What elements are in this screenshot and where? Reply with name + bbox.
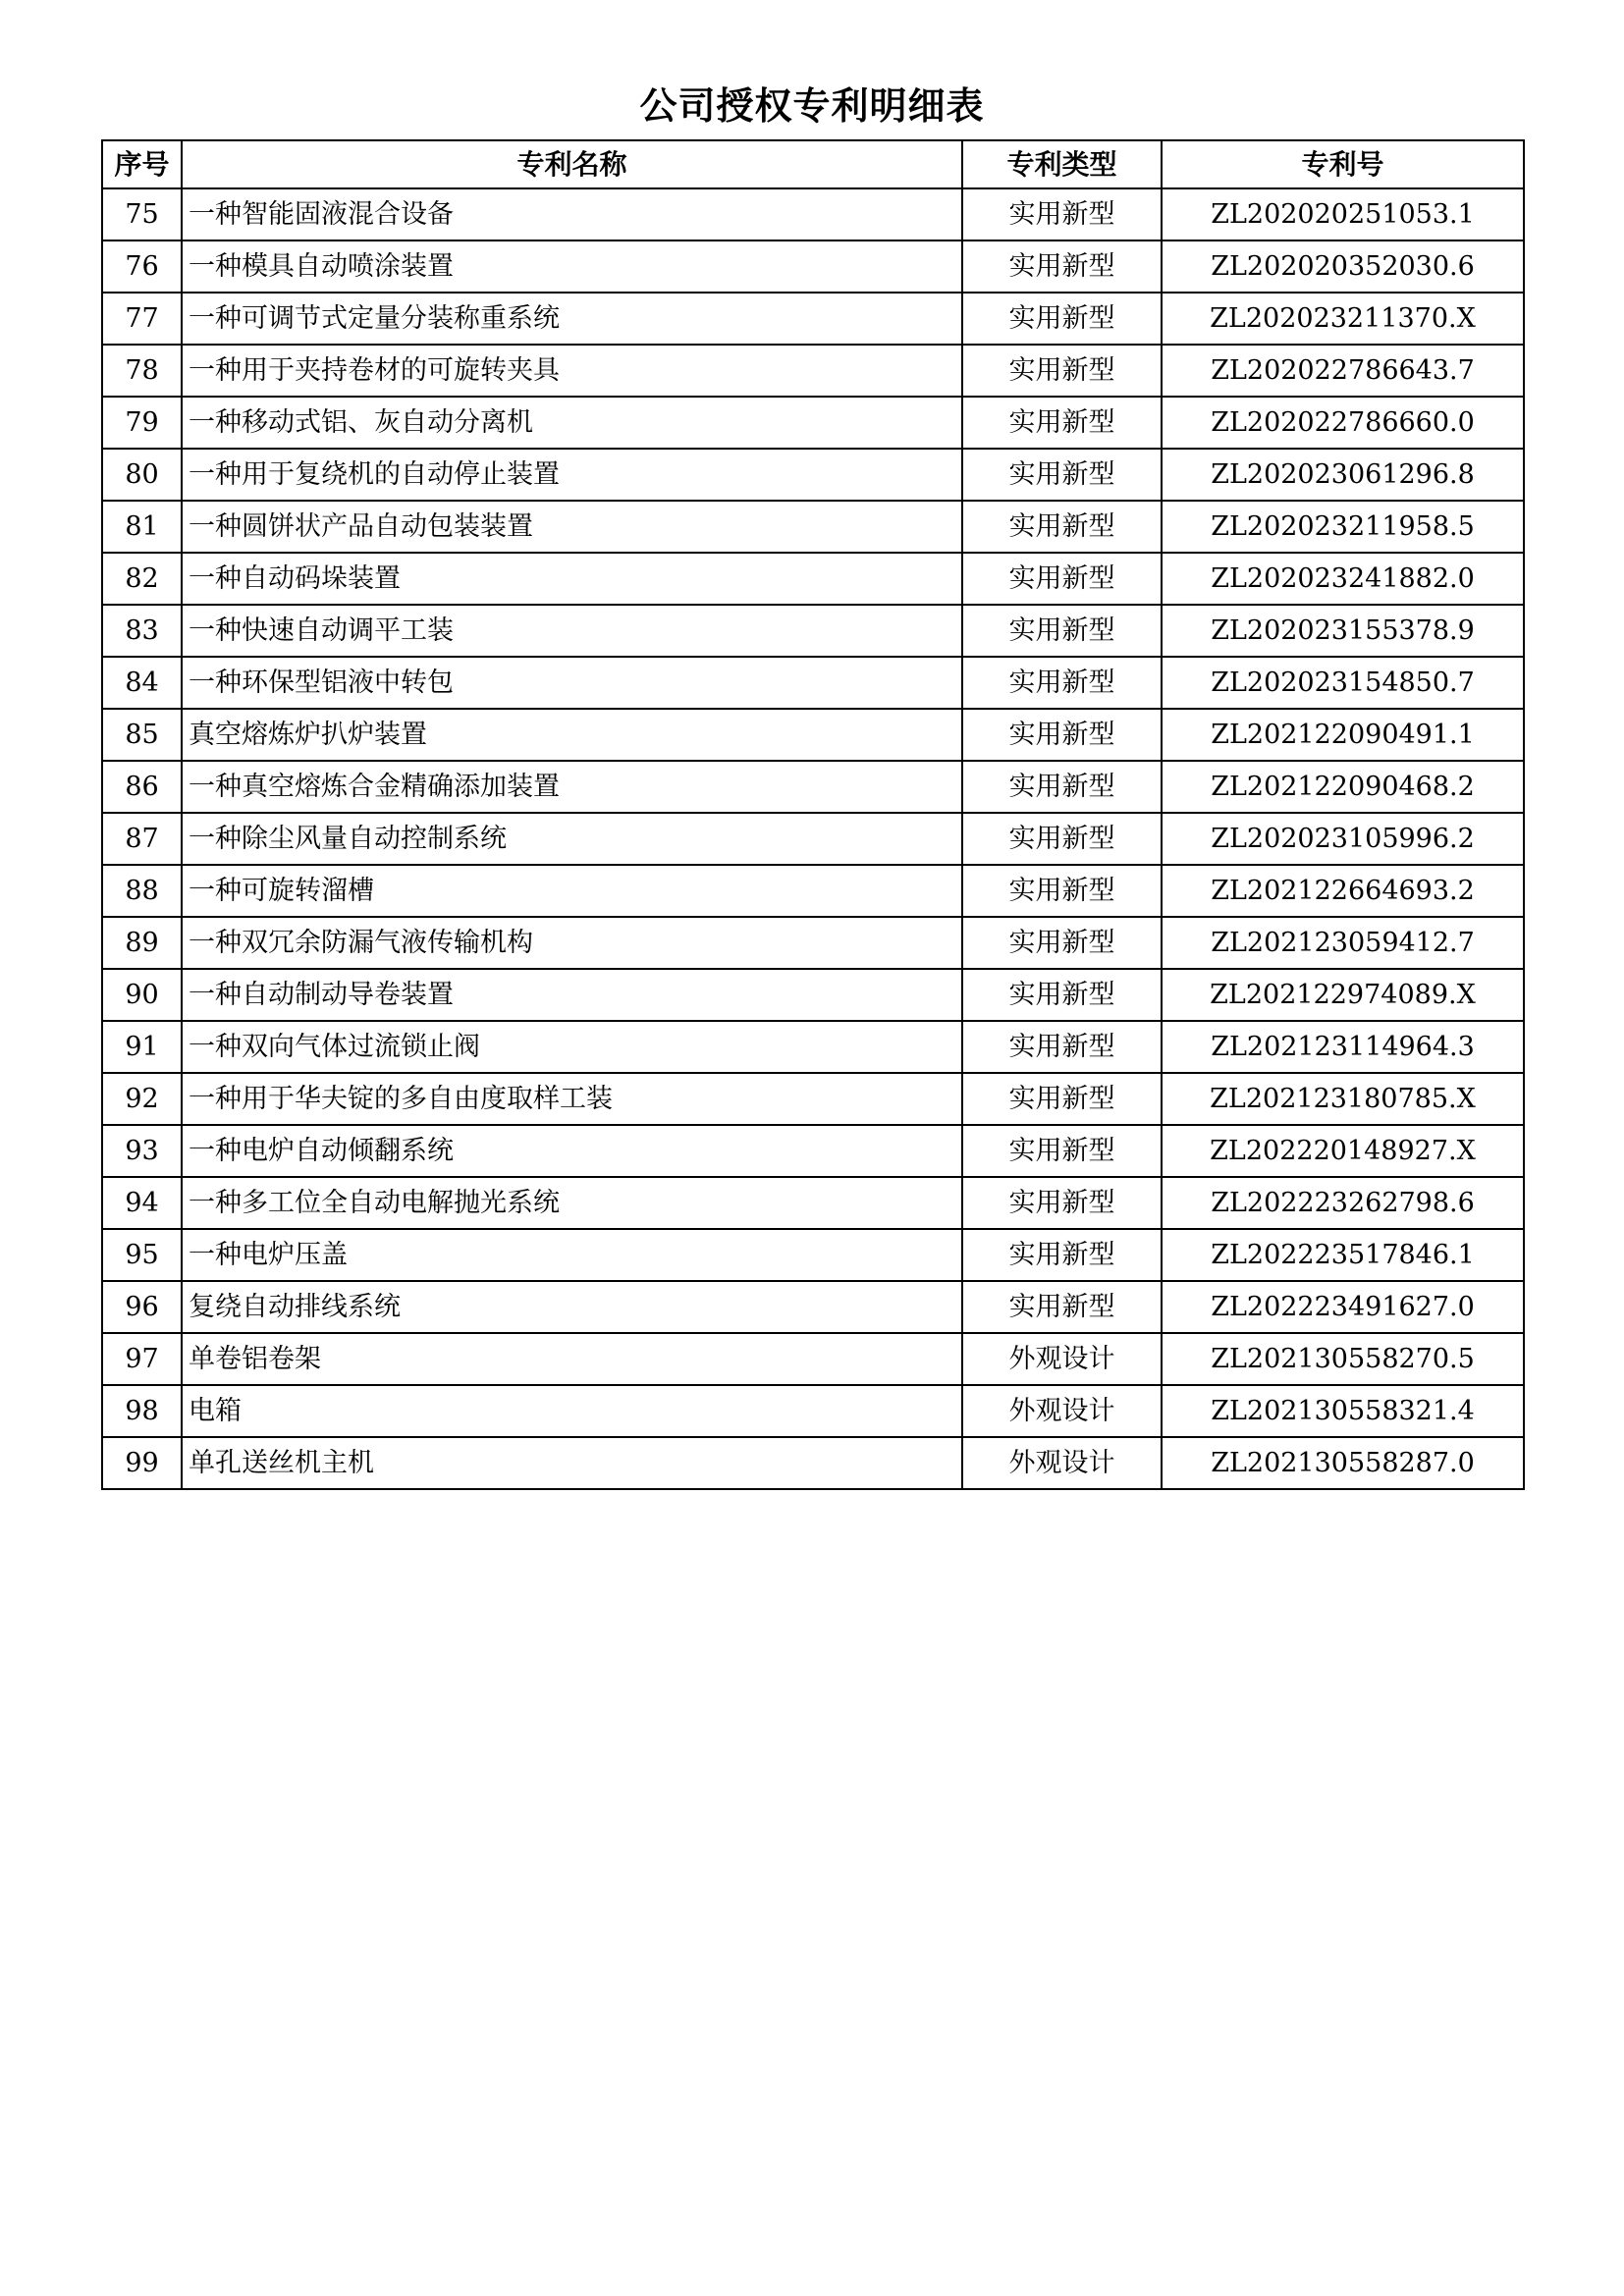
table-row xyxy=(102,865,1524,917)
cell-patent-name: 一种模具自动喷涂装置 xyxy=(182,240,962,293)
cell-serial-number: 76 xyxy=(102,240,182,293)
cell-patent-number: ZL202023241882.0 xyxy=(1162,553,1524,605)
cell-patent-number: ZL202122090468.2 xyxy=(1162,761,1524,813)
cell-serial-number: 88 xyxy=(102,865,182,917)
cell-patent-name: 一种可旋转溜槽 xyxy=(182,865,962,917)
cell-serial-number: 83 xyxy=(102,605,182,657)
cell-patent-type: 外观设计 xyxy=(962,1385,1162,1437)
cell-patent-type: 实用新型 xyxy=(962,865,1162,917)
cell-serial-number: 82 xyxy=(102,553,182,605)
cell-patent-name: 一种真空熔炼合金精确添加装置 xyxy=(182,761,962,813)
table-row xyxy=(102,761,1524,813)
table-row xyxy=(102,1073,1524,1125)
cell-serial-number: 84 xyxy=(102,657,182,709)
column-header-id: 专利号 xyxy=(1162,140,1524,188)
table-row xyxy=(102,1021,1524,1073)
table-row xyxy=(102,188,1524,240)
cell-patent-name: 一种自动码垛装置 xyxy=(182,553,962,605)
cell-patent-type: 实用新型 xyxy=(962,345,1162,397)
cell-patent-number: ZL202220148927.X xyxy=(1162,1125,1524,1177)
table-row xyxy=(102,1281,1524,1333)
cell-serial-number: 85 xyxy=(102,709,182,761)
cell-patent-number: ZL202020251053.1 xyxy=(1162,188,1524,240)
cell-patent-name: 复绕自动排线系统 xyxy=(182,1281,962,1333)
cell-patent-type: 实用新型 xyxy=(962,188,1162,240)
cell-patent-number: ZL202130558321.4 xyxy=(1162,1385,1524,1437)
cell-patent-type: 实用新型 xyxy=(962,1281,1162,1333)
table-row xyxy=(102,1125,1524,1177)
cell-patent-number: ZL202130558270.5 xyxy=(1162,1333,1524,1385)
table-row xyxy=(102,501,1524,553)
cell-serial-number: 99 xyxy=(102,1437,182,1489)
cell-patent-number: ZL202023061296.8 xyxy=(1162,449,1524,501)
cell-patent-name: 一种用于华夫锭的多自由度取样工装 xyxy=(182,1073,962,1125)
cell-patent-type: 实用新型 xyxy=(962,449,1162,501)
cell-patent-number: ZL202123180785.X xyxy=(1162,1073,1524,1125)
cell-serial-number: 96 xyxy=(102,1281,182,1333)
cell-serial-number: 98 xyxy=(102,1385,182,1437)
cell-serial-number: 97 xyxy=(102,1333,182,1385)
cell-patent-number: ZL202023155378.9 xyxy=(1162,605,1524,657)
cell-patent-type: 实用新型 xyxy=(962,969,1162,1021)
cell-serial-number: 94 xyxy=(102,1177,182,1229)
patent-table-body xyxy=(102,188,1524,1489)
cell-patent-number: ZL202022786660.0 xyxy=(1162,397,1524,449)
cell-patent-number: ZL202122974089.X xyxy=(1162,969,1524,1021)
cell-patent-number: ZL202023154850.7 xyxy=(1162,657,1524,709)
column-header-type: 专利类型 xyxy=(962,140,1162,188)
cell-patent-number: ZL202020352030.6 xyxy=(1162,240,1524,293)
cell-patent-type: 实用新型 xyxy=(962,1229,1162,1281)
cell-serial-number: 87 xyxy=(102,813,182,865)
cell-patent-number: ZL202123059412.7 xyxy=(1162,917,1524,969)
cell-patent-name: 单孔送丝机主机 xyxy=(182,1437,962,1489)
cell-patent-name: 一种双向气体过流锁止阀 xyxy=(182,1021,962,1073)
table-row xyxy=(102,397,1524,449)
cell-patent-number: ZL202130558287.0 xyxy=(1162,1437,1524,1489)
cell-patent-name: 真空熔炼炉扒炉装置 xyxy=(182,709,962,761)
cell-patent-type: 实用新型 xyxy=(962,1073,1162,1125)
table-row xyxy=(102,1177,1524,1229)
column-header-no: 序号 xyxy=(102,140,182,188)
cell-serial-number: 81 xyxy=(102,501,182,553)
cell-patent-type: 实用新型 xyxy=(962,1177,1162,1229)
cell-patent-type: 实用新型 xyxy=(962,553,1162,605)
table-row xyxy=(102,240,1524,293)
cell-patent-type: 外观设计 xyxy=(962,1437,1162,1489)
table-row xyxy=(102,553,1524,605)
cell-patent-type: 实用新型 xyxy=(962,709,1162,761)
cell-patent-name: 一种可调节式定量分装称重系统 xyxy=(182,293,962,345)
cell-patent-name: 一种快速自动调平工装 xyxy=(182,605,962,657)
cell-patent-type: 实用新型 xyxy=(962,1125,1162,1177)
table-row xyxy=(102,345,1524,397)
cell-patent-number: ZL202223491627.0 xyxy=(1162,1281,1524,1333)
table-row xyxy=(102,1229,1524,1281)
cell-serial-number: 80 xyxy=(102,449,182,501)
cell-patent-type: 实用新型 xyxy=(962,293,1162,345)
cell-patent-type: 实用新型 xyxy=(962,761,1162,813)
cell-patent-number: ZL202122090491.1 xyxy=(1162,709,1524,761)
cell-patent-name: 单卷铝卷架 xyxy=(182,1333,962,1385)
cell-patent-number: ZL202023105996.2 xyxy=(1162,813,1524,865)
cell-patent-name: 一种多工位全自动电解抛光系统 xyxy=(182,1177,962,1229)
cell-patent-name: 一种电炉自动倾翻系统 xyxy=(182,1125,962,1177)
table-row xyxy=(102,969,1524,1021)
cell-serial-number: 95 xyxy=(102,1229,182,1281)
table-row xyxy=(102,657,1524,709)
column-header-name: 专利名称 xyxy=(182,140,962,188)
table-row xyxy=(102,605,1524,657)
cell-patent-type: 实用新型 xyxy=(962,813,1162,865)
cell-patent-name: 一种双冗余防漏气液传输机构 xyxy=(182,917,962,969)
table-row xyxy=(102,449,1524,501)
cell-patent-type: 实用新型 xyxy=(962,240,1162,293)
table-row xyxy=(102,293,1524,345)
cell-serial-number: 78 xyxy=(102,345,182,397)
cell-serial-number: 91 xyxy=(102,1021,182,1073)
cell-serial-number: 86 xyxy=(102,761,182,813)
cell-patent-name: 一种电炉压盖 xyxy=(182,1229,962,1281)
cell-patent-number: ZL202022786643.7 xyxy=(1162,345,1524,397)
cell-patent-type: 外观设计 xyxy=(962,1333,1162,1385)
cell-patent-type: 实用新型 xyxy=(962,605,1162,657)
cell-patent-number: ZL202123114964.3 xyxy=(1162,1021,1524,1073)
cell-serial-number: 93 xyxy=(102,1125,182,1177)
cell-patent-number: ZL202023211958.5 xyxy=(1162,501,1524,553)
cell-patent-name: 一种除尘风量自动控制系统 xyxy=(182,813,962,865)
cell-patent-number: ZL202122664693.2 xyxy=(1162,865,1524,917)
table-row xyxy=(102,917,1524,969)
table-row xyxy=(102,1333,1524,1385)
cell-patent-number: ZL202023211370.X xyxy=(1162,293,1524,345)
cell-serial-number: 89 xyxy=(102,917,182,969)
cell-patent-name: 一种用于复绕机的自动停止装置 xyxy=(182,449,962,501)
cell-patent-name: 一种环保型铝液中转包 xyxy=(182,657,962,709)
cell-patent-type: 实用新型 xyxy=(962,501,1162,553)
cell-patent-number: ZL202223262798.6 xyxy=(1162,1177,1524,1229)
cell-patent-name: 电箱 xyxy=(182,1385,962,1437)
table-row xyxy=(102,709,1524,761)
cell-patent-type: 实用新型 xyxy=(962,657,1162,709)
cell-patent-type: 实用新型 xyxy=(962,1021,1162,1073)
cell-serial-number: 90 xyxy=(102,969,182,1021)
cell-serial-number: 77 xyxy=(102,293,182,345)
cell-patent-name: 一种移动式铝、灰自动分离机 xyxy=(182,397,962,449)
cell-patent-name: 一种圆饼状产品自动包装装置 xyxy=(182,501,962,553)
cell-patent-number: ZL202223517846.1 xyxy=(1162,1229,1524,1281)
table-row xyxy=(102,813,1524,865)
cell-patent-name: 一种智能固液混合设备 xyxy=(182,188,962,240)
table-row xyxy=(102,1385,1524,1437)
table-header-row xyxy=(102,140,1524,188)
cell-patent-type: 实用新型 xyxy=(962,397,1162,449)
cell-serial-number: 75 xyxy=(102,188,182,240)
cell-patent-type: 实用新型 xyxy=(962,917,1162,969)
patent-table xyxy=(101,139,1525,1490)
table-row xyxy=(102,1437,1524,1489)
cell-patent-name: 一种用于夹持卷材的可旋转夹具 xyxy=(182,345,962,397)
cell-serial-number: 79 xyxy=(102,397,182,449)
cell-patent-name: 一种自动制动导卷装置 xyxy=(182,969,962,1021)
cell-serial-number: 92 xyxy=(102,1073,182,1125)
page-title: 公司授权专利明细表 xyxy=(639,84,985,128)
